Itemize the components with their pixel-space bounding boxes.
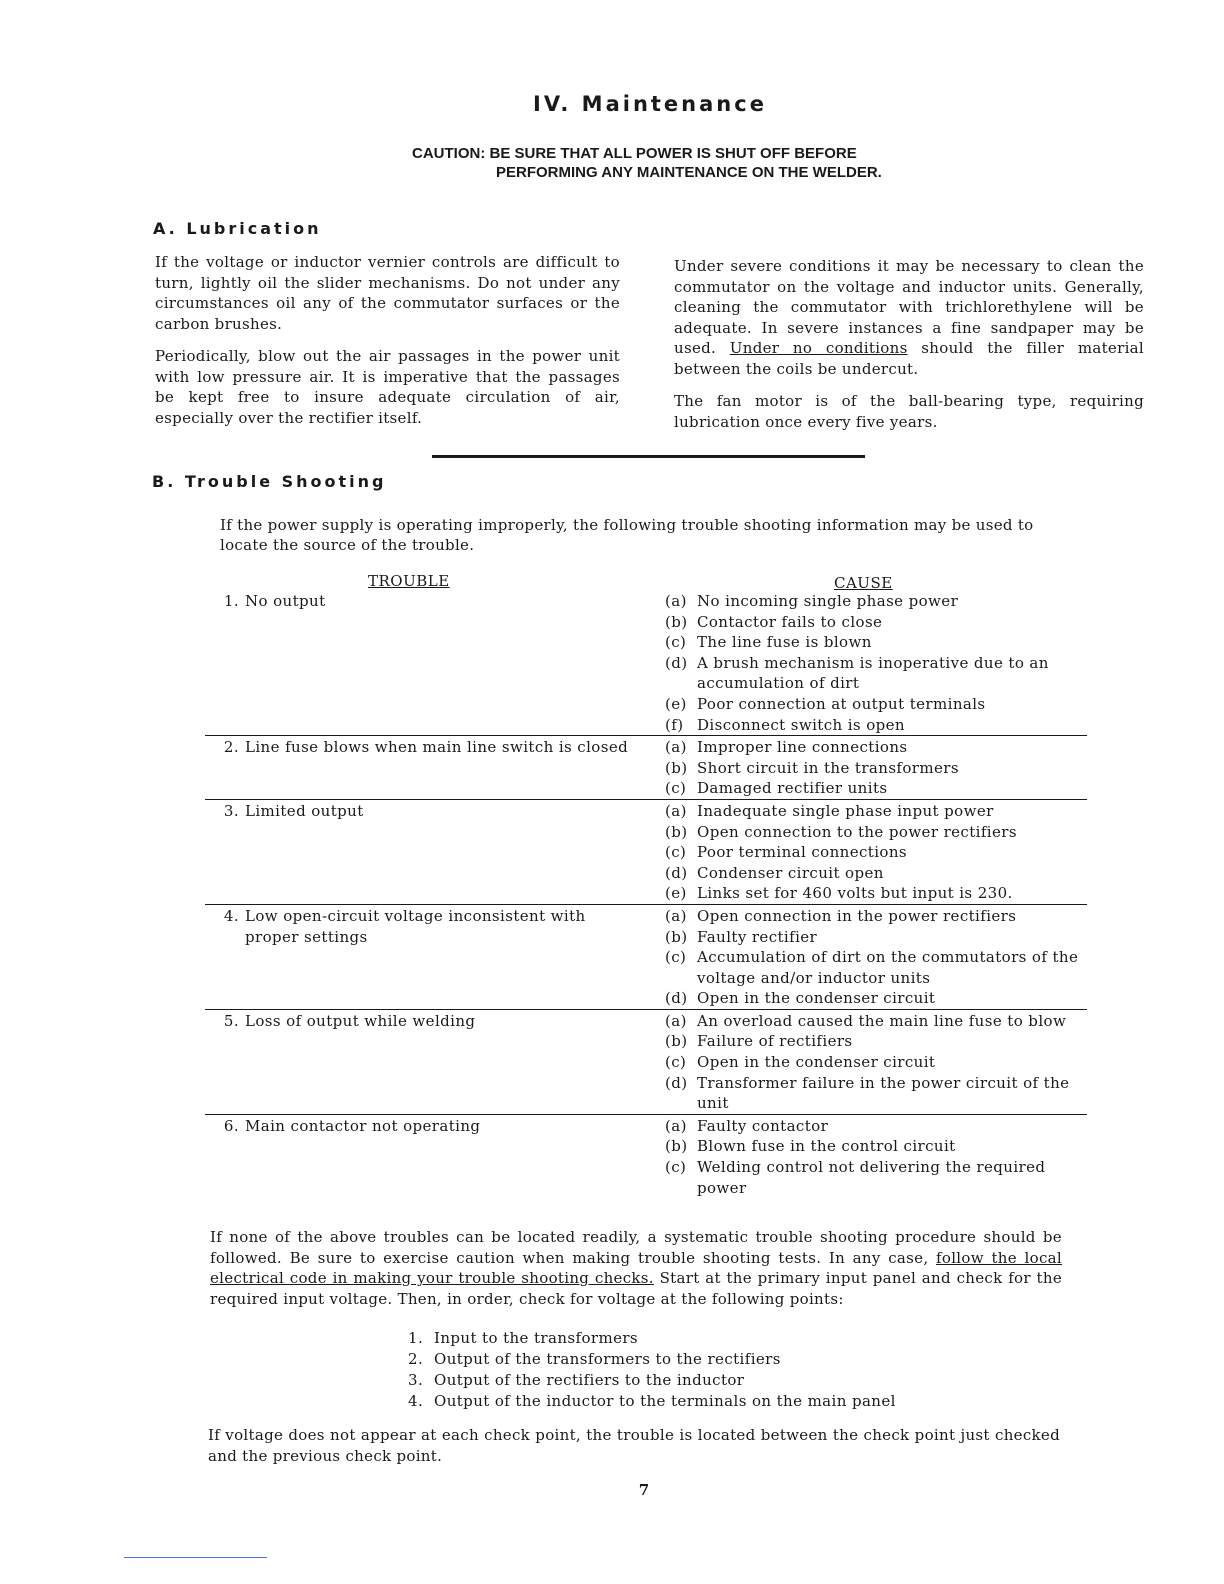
cause-letter: (d) — [665, 989, 688, 1008]
cause-text: Damaged rectifier units — [697, 779, 888, 798]
check-point-number: 2. — [408, 1350, 424, 1368]
trouble-number: 2. — [223, 738, 239, 757]
final-paragraph: If voltage does not appear at each check point, the trouble is located between the check point just checked and the previous check point. — [208, 1426, 1060, 1465]
cause-item — [665, 1157, 1087, 1198]
page-title: IV. Maintenance — [533, 92, 767, 116]
lubrication-left-column — [155, 252, 620, 440]
cause-text: Contactor fails to close — [697, 612, 883, 631]
cause-cell — [665, 1116, 1087, 1198]
cause-item — [665, 988, 1087, 1009]
cause-cell — [665, 591, 1087, 735]
cause-text: An overload caused the main line fuse to blow — [697, 1011, 1067, 1030]
cause-cell — [665, 801, 1087, 904]
cause-text: Poor connection at output terminals — [697, 694, 986, 713]
procedure-text-2: Start at the primary input panel and check for the required input voltage. Then, in order, check for voltage at the following points: — [210, 1269, 1062, 1308]
filler-text: should the filler material between the coils be undercut. — [674, 339, 1145, 378]
cause-letter: (e) — [665, 884, 687, 903]
cause-text: Poor terminal connections — [697, 843, 907, 862]
cause-item — [665, 863, 1087, 884]
lubrication-paragraph-3 — [674, 256, 1144, 379]
procedure-text: If none of the above troubles can be located readily, a systematic trouble shooting procedure should be followed. Be sure to exercise caution when making trouble shooting tests. In any case, — [210, 1228, 1062, 1267]
trouble-number: 1. — [223, 592, 239, 610]
cause-item — [665, 883, 1087, 904]
cause-item — [665, 715, 1087, 736]
cause-cell — [665, 737, 1087, 799]
cause-text: Blown fuse in the control circuit — [697, 1137, 956, 1156]
check-point-number: 3. — [408, 1371, 424, 1389]
trouble-text: Main contactor not operating — [245, 1116, 481, 1135]
cause-letter: (b) — [665, 927, 688, 946]
cause-letter: (a) — [665, 906, 687, 925]
cause-letter: (b) — [665, 758, 688, 777]
table-row — [205, 590, 1087, 736]
trouble-shooting-intro: If the power supply is operating improperly, the following trouble shooting information may be used to locate the source of the trouble. — [220, 516, 1034, 554]
caution-line-2: PERFORMING ANY MAINTENANCE ON THE WELDER. — [496, 164, 882, 181]
cause-item — [665, 842, 1087, 863]
trouble-number: 3. — [223, 801, 239, 820]
cause-column-header: CAUSE — [834, 574, 893, 592]
trouble-shooting-heading: B. Trouble Shooting — [152, 472, 387, 491]
trouble-text: No output — [245, 592, 326, 610]
cause-item — [665, 1136, 1087, 1157]
cause-text: Transformer failure in the power circuit of the unit — [697, 1073, 1070, 1113]
trouble-column-header: TROUBLE — [368, 572, 450, 590]
caution-notice — [412, 144, 902, 182]
check-point-text: Output of the inductor to the terminals on the main panel — [434, 1392, 896, 1410]
lubrication-paragraph-2: Periodically, blow out the air passages in the power unit with low pressure air. It is imperative that the passages be kept free to insure adequate circulation of air, especially over the rectifier itself. — [155, 347, 620, 427]
cause-letter: (a) — [665, 1116, 687, 1135]
lubrication-heading: A. Lubrication — [153, 219, 322, 238]
trouble-cell — [205, 591, 665, 735]
table-row — [205, 1115, 1087, 1198]
cause-item — [665, 1011, 1087, 1032]
check-point-text: Output of the transformers to the rectifiers — [434, 1350, 781, 1368]
cause-letter: (d) — [665, 653, 688, 672]
page-number: 7 — [638, 1481, 650, 1499]
check-point-number: 1. — [408, 1329, 424, 1347]
lubrication-right-column — [674, 256, 1144, 444]
cause-letter: (a) — [665, 1011, 687, 1030]
cause-text: Links set for 460 volts but input is 230. — [697, 884, 1013, 903]
systematic-procedure-paragraph — [210, 1227, 1062, 1309]
cause-text: Accumulation of dirt on the commutators of the voltage and/or inductor units — [697, 948, 1079, 987]
cause-letter: (c) — [665, 843, 687, 862]
check-point — [408, 1349, 896, 1370]
cause-item — [665, 947, 1087, 988]
cause-item — [665, 1031, 1087, 1052]
trouble-cell — [205, 906, 665, 1009]
cause-letter: (b) — [665, 822, 688, 841]
check-point — [408, 1370, 896, 1391]
trouble-cell — [205, 1011, 665, 1114]
footer-line — [124, 1557, 267, 1558]
cause-cell — [665, 1011, 1087, 1114]
cause-item — [665, 906, 1087, 927]
cause-text: Faulty contactor — [697, 1116, 829, 1135]
cause-item — [665, 737, 1087, 758]
trouble-cell — [205, 737, 665, 799]
trouble-number: 4. — [223, 906, 239, 925]
cause-letter: (a) — [665, 738, 687, 757]
cause-text: Open in the condenser circuit — [697, 1053, 936, 1072]
trouble-cell — [205, 1116, 665, 1198]
cause-letter: (f) — [665, 715, 684, 734]
check-point-text: Output of the rectifiers to the inductor — [434, 1371, 745, 1389]
check-point — [408, 1391, 896, 1412]
under-no-conditions: Under no conditions — [729, 339, 908, 357]
cause-text: Open in the condenser circuit — [697, 989, 936, 1008]
cause-letter: (c) — [665, 1158, 687, 1177]
trouble-number: 6. — [223, 1116, 239, 1135]
table-row — [205, 1010, 1087, 1115]
section-divider — [432, 455, 865, 458]
cause-letter: (b) — [665, 1032, 688, 1051]
trouble-text: Loss of output while welding — [245, 1011, 476, 1030]
cause-item — [665, 694, 1087, 715]
cause-letter: (c) — [665, 1053, 687, 1072]
check-point — [408, 1328, 896, 1349]
cause-cell — [665, 906, 1087, 1009]
trouble-text: Low open-circuit voltage inconsistent with proper settings — [245, 906, 586, 946]
cause-text: Improper line connections — [697, 738, 908, 757]
trouble-number: 5. — [223, 1011, 239, 1030]
table-row — [205, 736, 1087, 800]
cause-item — [665, 758, 1087, 779]
caution-line-1: CAUTION: BE SURE THAT ALL POWER IS SHUT OFF BEFORE — [412, 145, 857, 162]
cause-letter: (a) — [665, 592, 687, 610]
cause-text: Open connection in the power rectifiers — [697, 906, 1017, 925]
trouble-text: Limited output — [245, 801, 364, 820]
cause-text: Failure of rectifiers — [697, 1032, 853, 1051]
check-point-number: 4. — [408, 1392, 424, 1410]
cause-text: A brush mechanism is inoperative due to an accumulation of dirt — [697, 653, 1049, 693]
cause-item — [665, 1073, 1087, 1114]
check-point-text: Input to the transformers — [434, 1329, 639, 1347]
cause-item — [665, 801, 1087, 822]
cause-item — [665, 591, 1087, 612]
cause-item — [665, 778, 1087, 799]
cause-letter: (c) — [665, 779, 687, 798]
check-points-list — [408, 1328, 896, 1412]
cause-text: Condenser circuit open — [697, 863, 884, 882]
trouble-table — [205, 590, 1087, 1198]
cause-text: No incoming single phase power — [697, 592, 959, 610]
cause-text: Inadequate single phase input power — [697, 801, 994, 820]
commutator-text: Under severe conditions it may be necessary to clean the commutator on the voltage and inductor units. Generally, cleaning the commutator with trichlorethylene will be adequate. In severe instances a fine sandpaper may be used. — [674, 257, 1144, 357]
cause-item — [665, 1052, 1087, 1073]
cause-item — [665, 1116, 1087, 1137]
electrical-code-note: follow the local electrical code in making your trouble shooting checks. — [210, 1248, 1062, 1287]
cause-letter: (c) — [665, 948, 687, 967]
cause-item — [665, 653, 1087, 694]
cause-item — [665, 612, 1087, 633]
cause-text: Short circuit in the transformers — [697, 758, 959, 777]
cause-text: Disconnect switch is open — [697, 715, 905, 734]
cause-letter: (d) — [665, 1073, 688, 1092]
cause-text: Welding control not delivering the required power — [697, 1158, 1046, 1197]
cause-item — [665, 822, 1087, 843]
cause-letter: (d) — [665, 863, 688, 882]
cause-letter: (e) — [665, 694, 687, 713]
trouble-cell — [205, 801, 665, 904]
cause-text: Open connection to the power rectifiers — [697, 822, 1017, 841]
cause-letter: (a) — [665, 801, 687, 820]
cause-text: The line fuse is blown — [697, 633, 872, 652]
cause-item — [665, 927, 1087, 948]
lubrication-paragraph-4: The fan motor is of the ball-bearing type, requiring lubrication once every five years. — [674, 392, 1144, 431]
trouble-text: Line fuse blows when main line switch is closed — [245, 738, 629, 757]
cause-text: Faulty rectifier — [697, 927, 818, 946]
table-row — [205, 905, 1087, 1010]
table-row — [205, 800, 1087, 905]
cause-item — [665, 632, 1087, 653]
cause-letter: (c) — [665, 633, 687, 652]
lubrication-paragraph-1: If the voltage or inductor vernier controls are difficult to turn, lightly oil the slider mechanisms. Do not under any circumstances oil any of the commutator surfaces or the carbon brushes. — [155, 253, 620, 333]
cause-letter: (b) — [665, 1137, 688, 1156]
cause-letter: (b) — [665, 612, 688, 631]
